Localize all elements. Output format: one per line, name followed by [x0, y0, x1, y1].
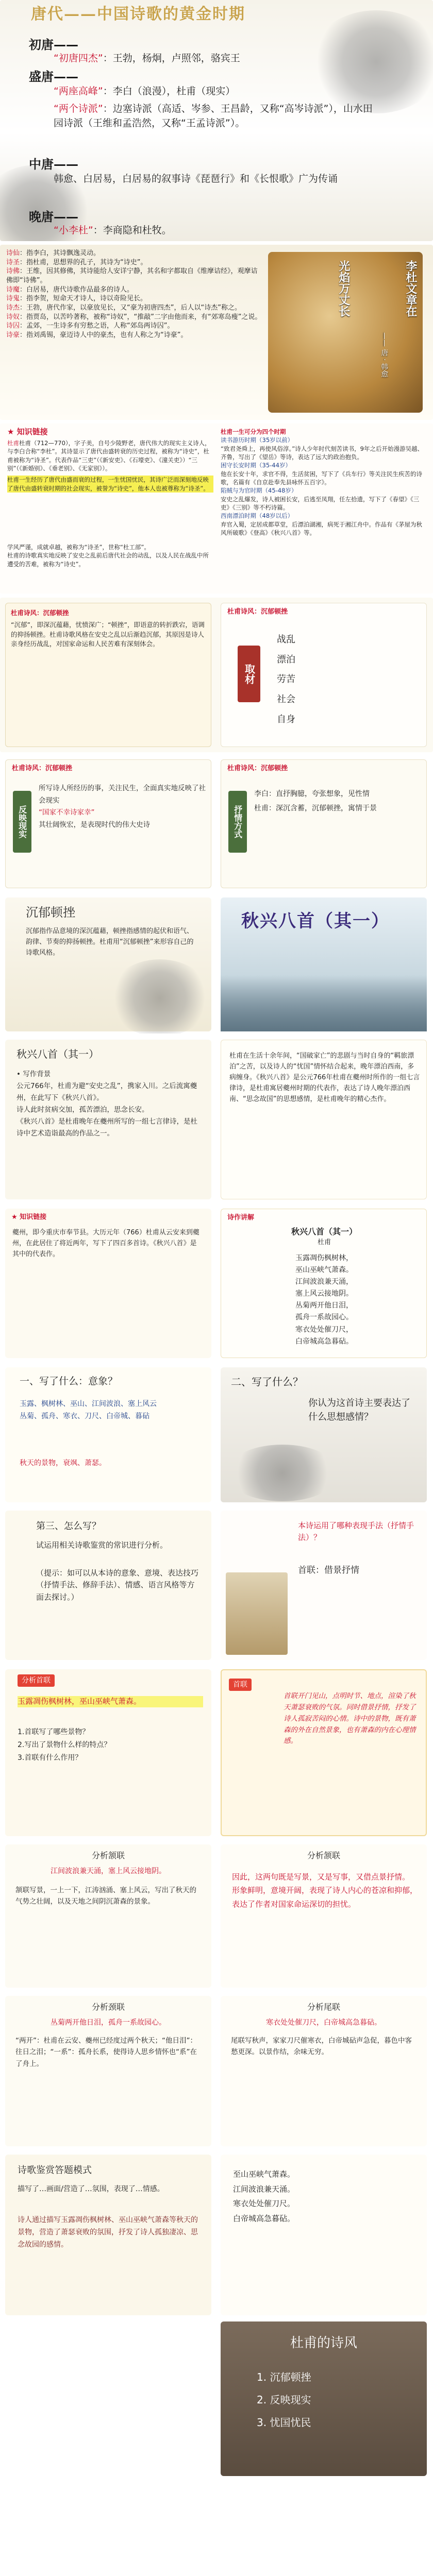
lyric-method-panel	[221, 759, 427, 888]
material-item: 劳苦	[277, 674, 295, 685]
slide-poem-text	[0, 1207, 433, 1361]
third-couplet-body: “两开”：杜甫在云安、夔州已经度过两个秋天；“他日泪”：往日之泪；“一系”：孤舟长系，使得诗人思乡情怀也“系”在了舟上。	[15, 2037, 197, 2068]
style-tag: 杜甫诗风：沉郁顿挫	[227, 608, 288, 616]
how-panel	[5, 1511, 211, 1660]
background-right-panel	[221, 1040, 427, 1199]
chenyu-body: 沉郁指作品意境的深沉蕴藉，顿挫指感情的起伏和语气、韵律、节奏的抑扬顿挫。杜甫用“沉郁顿挫”来形容自己的诗歌风格。	[26, 927, 194, 957]
lyric-lines	[254, 787, 421, 816]
reflect-label: 反映现实	[13, 791, 31, 853]
style-summary-item: 1. 沉郁顿挫	[257, 2371, 311, 2383]
imagery-lines	[20, 1398, 200, 1423]
life-period-text: 他在长安十年，求官不得，生活贫困，写下了《兵车行》等关注民生疾苦的诗歌，名篇有《自京赴奉先县咏怀五百字》。	[221, 470, 422, 486]
poem-line: 丛菊两开他日泪，	[295, 1301, 353, 1310]
poem-line: 塞上风云接地阴。	[295, 1290, 353, 1298]
high-tang-schools-label: “两个诗派”	[54, 103, 103, 114]
life-period-heading: 西南漂泊时期（48岁以后）	[221, 512, 294, 520]
slide-style-intro	[0, 598, 433, 752]
reflect-lines	[39, 783, 206, 832]
how-body: 试运用相关诗歌鉴赏的常识进行分析。	[36, 1540, 168, 1550]
answer-mode-title: 诗歌鉴赏答题模式	[18, 2165, 92, 2176]
slide-tang-intro	[0, 0, 433, 241]
poet-title-line: 诗豪：指刘禹锡，豪迈诗人中的豪杰，也有人称之为“诗豪”。	[6, 331, 188, 340]
first-couplet-answer-panel	[221, 1669, 427, 1836]
background-item: 公元766年，杜甫为避“安史之乱”，携家入川。之后流寓夔州，在此写下《秋兴八首》。	[16, 1081, 197, 1102]
dufu-name: 杜甫	[7, 439, 19, 447]
chenyu-title: 沉郁顿挫	[26, 905, 75, 920]
ink-wash-decoration	[309, 10, 433, 113]
method-panel	[221, 1511, 427, 1660]
river-scene	[221, 975, 427, 1031]
lyric-label: 抒情方式	[228, 791, 247, 853]
couplet-line-2: 李杜文章在	[404, 260, 418, 317]
slide-title: 唐代——中国诗歌的黄金时期	[31, 5, 245, 23]
fourth-couplet-panel	[221, 1996, 427, 2146]
slide-chenyu-dunchuo	[0, 895, 433, 1033]
emotion-question-panel	[221, 1367, 427, 1502]
style-summary-item: 2. 反映现实	[257, 2394, 311, 2406]
high-tang-schools	[54, 102, 373, 130]
style-material-panel	[221, 603, 427, 747]
emotion-question: 你认为这首诗主要表达了什么思想感情？	[308, 1398, 410, 1422]
poem-line: 寒衣处处催刀尺，	[295, 1325, 353, 1334]
imagery-line: 丛菊、孤舟、寒衣、刀尺、白帝城、暮砧	[20, 1412, 149, 1420]
chenyu-panel	[5, 897, 211, 1031]
imagery-line: 玉露、枫树林、巫山、江间波浪、塞上风云	[20, 1400, 157, 1408]
second-couplet-panel	[5, 1844, 211, 1988]
first-couplet-question: 2.写出了景物什么样的特点？	[18, 1741, 111, 1750]
third-couplet-heading: 分析颈联	[91, 2002, 125, 2012]
method-answer: 首联：借景抒情	[298, 1565, 359, 1575]
answer-mode-example: 诗人通过描写玉露凋伤枫树林、巫山巫峡气萧森等秋天的景物，营造了萧瑟衰败的氛围，抒发了诗人孤独凄凉、思念故园的感情。	[18, 2216, 198, 2249]
answer-tag: 首联	[229, 1679, 252, 1691]
imagery-title: 一、写了什么：意象？	[20, 1376, 118, 1387]
life-period-heading: 读书游历时期（35岁以前）	[221, 436, 294, 444]
answer-line: 寒衣处处催刀尺。	[233, 2199, 295, 2208]
poet-title-line: 诗奴：指贾岛，以苦吟著称，被称“诗奴”，“推敲”二字由他而来，有“郊寒岛瘦”之说。	[6, 313, 262, 321]
first-couplet-panel	[5, 1669, 211, 1836]
slide-style-summary	[221, 2321, 427, 2476]
imagery-foot: 秋天的景物，衰飒、萧瑟。	[20, 1459, 106, 1467]
poet-title-line: 诗仙：指李白，其诗飘逸灵动。	[6, 249, 101, 257]
ink-wash-decoration	[108, 959, 211, 1033]
how-title: 第三、怎么写？	[36, 1521, 101, 1532]
background-title: 秋兴八首（其一）	[16, 1048, 99, 1060]
slide-background	[0, 1038, 433, 1202]
style-definition	[5, 603, 211, 747]
answer-line: 白帝城高急暮砧。	[233, 2213, 295, 2223]
scroll-decoration	[226, 1572, 288, 1655]
couplet-line-1: 光焰万丈长	[337, 260, 351, 317]
dufu-summary-line: 学风严谨，成就卓越，被称为“诗圣”，世称“杜工部”。	[7, 544, 150, 551]
poem-line: 巫山巫峡气萧森。	[295, 1266, 353, 1275]
autumn-cover-title: 秋兴八首（其一）	[241, 911, 390, 931]
dufu-bio-highlight: 杜甫一生经历了唐代由盛而衰的过程，一生忧国忧民，其诗广泛而深刻地反映了唐代由盛转衰时期的社会现实，被誉为“诗史”，他本人也被尊称为“诗圣”。	[7, 476, 213, 493]
background-item: 诗人此时贫病交加，孤苦漂泊，思念长安。	[16, 1105, 149, 1114]
style-summary-title: 杜甫的诗风	[290, 2335, 357, 2351]
slide-knowledge-dufu	[0, 423, 433, 594]
slide-poet-titles	[0, 245, 433, 420]
early-tang-text: ：王勃，杨炯，卢照邻，骆宾王	[103, 53, 240, 64]
life-period-text: 弃官入蜀，定居成都草堂，后漂泊湖湘，病死于湘江舟中。作品有《茅屋为秋风所破歌》《登高》《秋兴八首》等。	[221, 520, 422, 536]
material-label: 取材	[238, 646, 260, 702]
section-mid-tang: 中唐——	[29, 157, 78, 172]
style-summary-item: 3. 忧国忧民	[257, 2416, 311, 2429]
emotion-title: 二、写了什么？	[231, 1376, 303, 1388]
early-tang-line	[54, 52, 240, 66]
reflect-reality-panel	[5, 759, 211, 888]
first-couplet-tag: 分析首联	[18, 1674, 55, 1687]
mid-tang-text: 韩愈、白居易，白居易的叙事诗《琵琶行》和《长恨歌》广为传诵	[54, 173, 338, 184]
reflect-line: 其壮阔恢宏，是表现时代的伟大史诗	[39, 820, 150, 829]
high-tang-peaks	[54, 84, 235, 99]
reflect-line: 所写诗人所经历的事，关注民生，全面真实地反映了社会现实	[39, 784, 206, 805]
answer-line: 至山巫峡气萧森。	[233, 2170, 295, 2179]
slide-how-written	[0, 1509, 433, 1663]
lyric-heading: 杜甫诗风：沉郁顿挫	[227, 765, 288, 772]
early-tang-label: “初唐四杰”	[54, 53, 103, 64]
poet-title-line: 诗佛：王维，因其修佛，其诗能给人安详宁静，其名和字都取自《维摩诘经》，观摩诘佛即“诗佛”。	[6, 267, 258, 285]
second-couplet-answer-item: 因此，这两句既是写景，又是写事，又借点景抒情。	[232, 1872, 410, 1882]
slide-imagery	[0, 1365, 433, 1504]
second-couplet-answer-panel	[221, 1844, 427, 1988]
style-summary-list	[257, 2366, 391, 2434]
life-period-heading: 陷贼与为官时期（45-48岁）	[221, 487, 297, 495]
knowledge-heading: ★ 知识链接	[7, 427, 48, 436]
background-item: 《秋兴八首》是杜甫晚年在夔州所写的一组七言律诗，是杜诗中艺术造诣最高的作品之一。	[16, 1117, 197, 1138]
dufu-life-periods	[221, 428, 427, 537]
poem-title: 秋兴八首（其一）	[291, 1227, 357, 1236]
kuizhou-panel	[5, 1209, 211, 1358]
kuizhou-heading: ★ 知识链接	[11, 1213, 47, 1221]
third-couplet-panel	[5, 1996, 211, 2146]
answer-mode-template: 描写了…画面/营造了…氛围，表现了…情感。	[18, 2185, 164, 2193]
reflect-heading: 杜甫诗风：沉郁顿挫	[12, 765, 73, 772]
first-couplet-answer: 首联开门见山，点明时节、地点，渲染了秋天萧瑟衰败的气氛。同时借景抒情，抒发了诗人孤寂苦闷的心情。诗中的景物，既有萧森的外在自然景象，也有萧森的内在心理情感。	[284, 1692, 416, 1745]
late-tang-line	[54, 224, 172, 238]
first-couplet-question: 3.首联有什么作用？	[18, 1754, 82, 1762]
background-list	[16, 1069, 202, 1140]
kuizhou-body: 夔州，即今重庆市奉节县。大历元年（766）杜甫从云安来到夔州，在此居住了将近两年，写下了四百多首诗。《秋兴八首》是其中的代表作。	[12, 1229, 199, 1259]
dufu-summary-line: 杜甫的诗歌真实地反映了安史之乱前后唐代社会的动乱，以及人民在战乱中所遭受的苦难，被称为“诗史”。	[7, 552, 209, 568]
slide-third-fourth	[0, 1994, 433, 2148]
lyric-line: 杜甫：深沉含蓄，沉郁顿挫，寓情于景	[254, 804, 377, 812]
second-couplet-answer-item: 形象鲜明，意境开阔，表现了诗人内心的苍凉和抑郁，表达了作者对国家命运深切的担忧。	[232, 1886, 418, 1909]
dufu-summary	[7, 543, 213, 568]
life-period-heading: 困守长安时期（35-44岁）	[221, 462, 291, 469]
answer-mode-panel	[5, 2155, 211, 2315]
late-tang-text: ：李商隐和杜牧。	[93, 225, 172, 236]
material-item: 战乱	[277, 634, 295, 645]
style-body: “沉郁”，即深沉蕴藉，忧愤深广；“顿挫”，即语意的转折跌宕，语调的抑扬顿挫。杜甫诗歌风格在安史之乱以后渐趋沉郁，其原因是诗人亲身经历战乱，对国家命运和人民苦难有深刻体会。	[11, 620, 205, 648]
answer-line: 江间波浪兼天涌。	[233, 2184, 295, 2194]
high-tang-peaks-label: “两座高峰”	[54, 86, 103, 97]
fourth-couplet-body: 尾联写秋声，家家刀尺催寒衣，白帝城砧声急促，暮色中客愁更深。以景作结，余味无穷。	[231, 2037, 412, 2057]
poet-title-line: 诗魔：白居易，唐代诗歌作品最多的诗人。	[6, 285, 134, 294]
high-tang-schools-text: ：边塞诗派（高适、岑参、王昌龄，又称“高岑诗派”），山水田园诗派（王维和孟浩然，又称“王孟诗派”）。	[54, 103, 373, 129]
slide-first-couplet	[0, 1667, 433, 1838]
imagery-panel	[5, 1367, 211, 1502]
life-period-text: 安史之乱爆发，诗人被困长安，后逃至凤翔，任左拾遗，写下了《春望》《三吏》《三别》等不朽诗篇。	[221, 495, 420, 511]
poem-author: 杜甫	[317, 1239, 331, 1246]
second-couplet-answer-heading: 分析颔联	[307, 1851, 340, 1860]
background-right-body: 杜甫在生活十余年间，“国破家亡”的悲剧与当时自身的“羁旅漂泊”之苦，以及诗人的“忧国”情怀结合起来，晚年漂泊西南，多病缠身。《秋兴八首》是公元766年杜甫在夔州时所作的一组七言律诗，是杜甫寓居夔州时期的代表作，表达了诗人晚年漂泊西南、“思念故国”的思想感情，是杜甫晚年的精心杰作。	[229, 1052, 420, 1104]
poem-panel	[221, 1209, 427, 1358]
fourth-couplet-heading: 分析尾联	[307, 2002, 340, 2012]
lyric-line: 李白：直抒胸臆，夸张想象，见性情	[254, 790, 370, 798]
life-periods-title: 杜甫一生可分为四个时期	[221, 428, 286, 435]
poet-titles-list	[6, 249, 264, 340]
ink-wash-decoration	[226, 1445, 339, 1501]
poem-line: 白帝城高急暮砧。	[295, 1337, 353, 1346]
slide-answer-mode	[0, 2153, 433, 2317]
dufu-bio	[7, 439, 213, 493]
answer-lines	[233, 2167, 419, 2226]
first-couplet-questions	[18, 1726, 203, 1765]
style-heading: 杜甫诗风：沉郁顿挫	[11, 609, 69, 617]
section-early-tang: 初唐——	[29, 38, 78, 52]
second-couplet-line: 江间波浪兼天涌，塞上风云接地阴。	[51, 1867, 166, 1875]
material-list	[277, 630, 295, 730]
poet-title-line: 诗鬼：指李贺，短命天才诗人，诗以奇险见长。	[6, 295, 147, 303]
section-high-tang: 盛唐——	[29, 70, 78, 84]
poet-title-line: 诗杰：王勃，唐代作家，以豪放见长，又“豪为初唐四杰”，后人以“诗杰”称之。	[6, 304, 241, 312]
poem-line: 江间波浪兼天涌，	[295, 1278, 353, 1286]
slide-second-couplet	[0, 1842, 433, 1990]
late-tang-label: “小李杜”	[54, 225, 93, 236]
background-panel	[5, 1040, 211, 1199]
slide-style-compare	[0, 756, 433, 891]
second-couplet-body: 颔联写景，一上一下，江涛汹涌、塞上风云，写出了秋天的气势之壮阔，以及天地之间阴沉萧森的景象。	[15, 1886, 196, 1906]
high-tang-peaks-text: ：李白（浪漫），杜甫（现实）	[103, 86, 236, 97]
poem-lines	[221, 1252, 427, 1348]
material-item: 漂泊	[277, 654, 295, 665]
how-hint: （提示：如可以从本诗的意象、意境、表达技巧（抒情手法、修辞手法）、情感、语言风格等方面去探讨。）	[36, 1568, 199, 1602]
couplet-attribution: —— 唐 · 韩愈	[380, 332, 389, 378]
background-item: • 写作背景	[16, 1070, 51, 1078]
dufu-bio-text: 杜甫（712—770），字子美，自号少陵野老，唐代伟大的现实主义诗人，与李白合称“李杜”。其诗显示了唐代由盛转衰的历史过程，被称为“诗史”，杜甫被称为“诗圣”。代表作品“三吏”（《新安吏》、《石壕吏》、《潼关吏》）“三别”（《新婚别》、《垂老别》、《无家别》）。	[7, 439, 211, 472]
fourth-couplet-line: 寒衣处处催刀尺，白帝城高急暮砧。	[266, 2019, 381, 2027]
answer-lines-panel	[221, 2155, 427, 2315]
life-period-text: “致君尧舜上，再使风俗淳。”诗人少年时代刻苦读书，9年之后开始漫游吴越、齐鲁，写出了《望岳》等诗，表达了远大的政治抱负。	[221, 445, 423, 461]
method-title: 本诗运用了哪种表现手法（抒情手法）？	[298, 1521, 414, 1542]
second-couplet-answer-list	[232, 1870, 418, 1911]
poet-title-line: 诗圣：指杜甫，思想界的孔子，其诗为“诗史”。	[6, 258, 147, 266]
first-couplet-line: 玉露凋伤枫树林，巫山巫峡气萧森。	[18, 1696, 203, 1707]
first-couplet-question: 1.首联写了哪些景物？	[18, 1728, 90, 1736]
material-item: 社会	[277, 694, 295, 705]
second-couplet-heading: 分析颔联	[91, 1851, 125, 1860]
section-late-tang: 晚唐——	[29, 210, 78, 224]
poem-line: 玉露凋伤枫树林，	[295, 1254, 353, 1262]
autumn-poem-cover	[221, 897, 427, 1031]
material-item: 自身	[277, 714, 295, 725]
third-couplet-line: 丛菊两开他日泪，孤舟一系故园心。	[51, 2019, 166, 2027]
poem-line: 孤舟一系故园心。	[295, 1313, 353, 1322]
poet-title-line: 诗囚：孟郊，一生诗多有穷愁之语，人称“郊岛两诗囚”。	[6, 322, 174, 330]
poem-tag: 诗作讲解	[227, 1214, 255, 1222]
reflect-line: “国家不幸诗家幸”	[39, 808, 95, 817]
